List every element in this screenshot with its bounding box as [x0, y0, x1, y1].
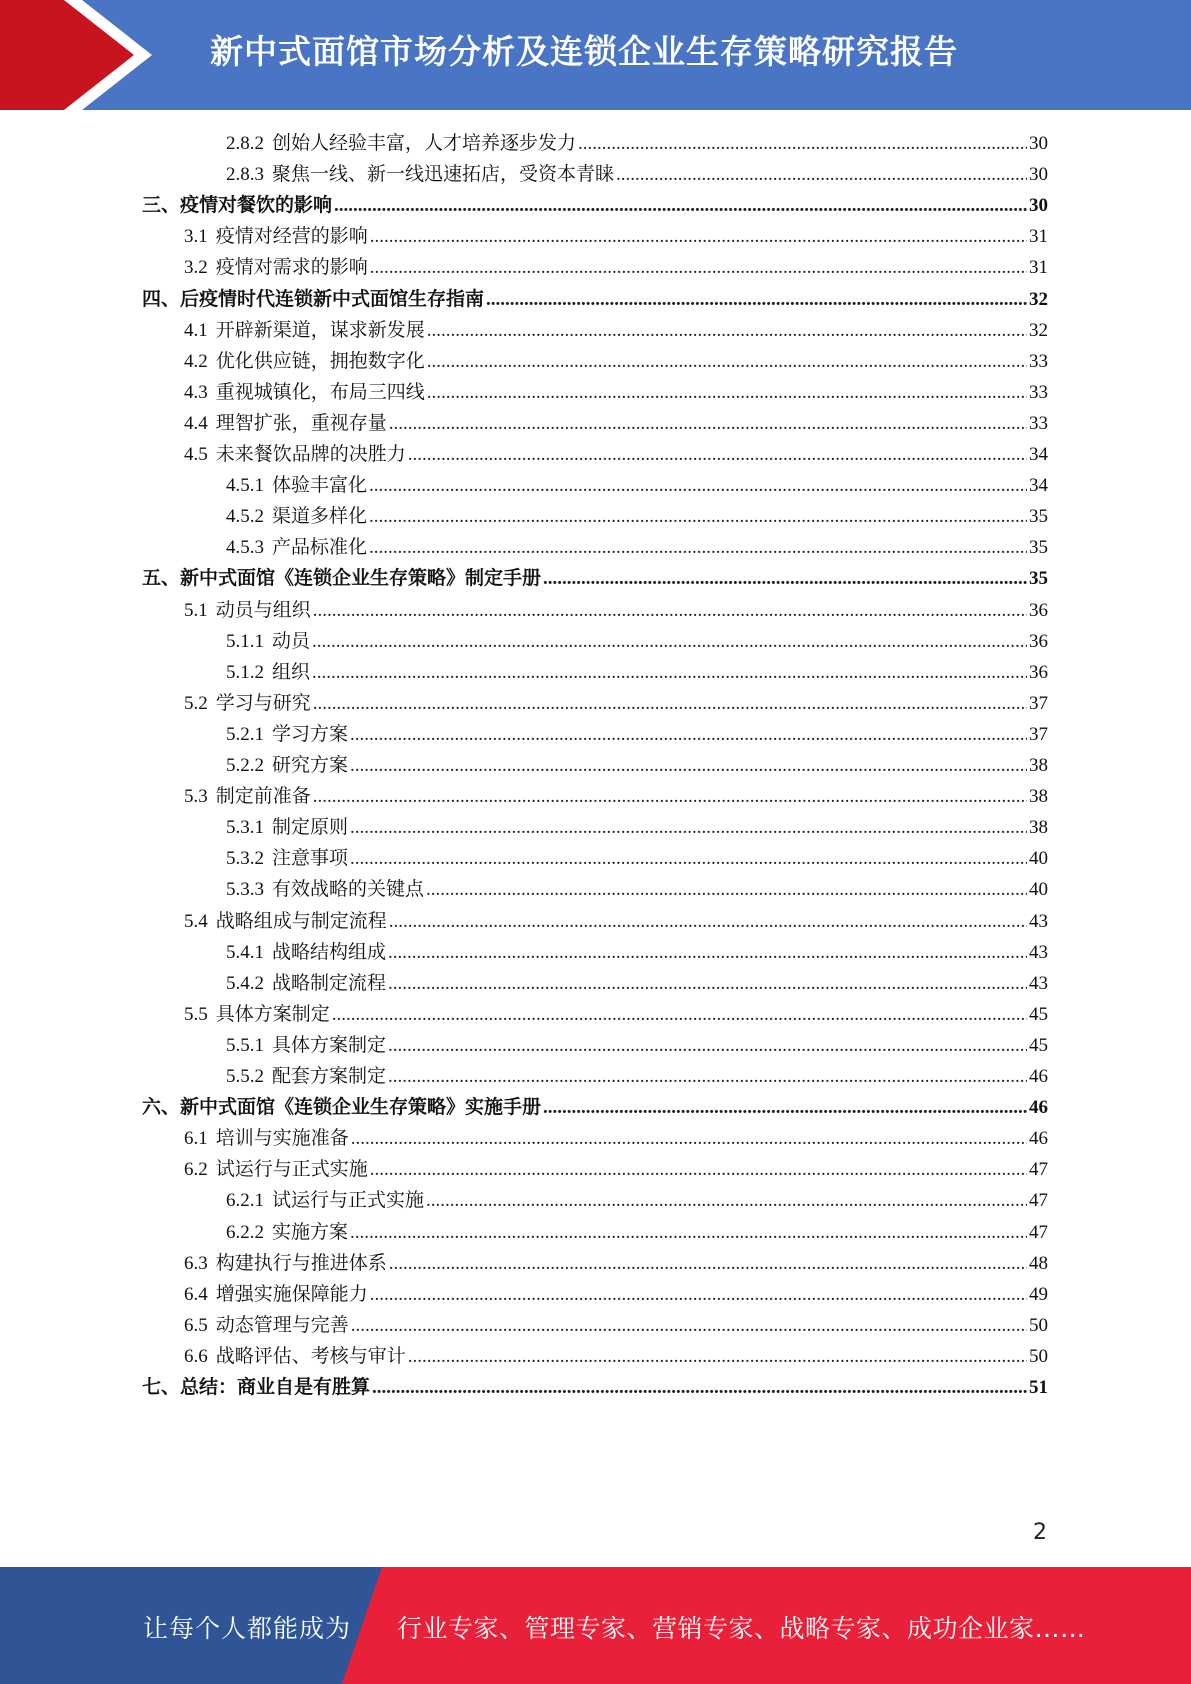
toc-entry-number: 4.4: [184, 412, 208, 434]
toc-entry-page: 47: [1029, 1190, 1048, 1212]
toc-entry-title: 培训与实施准备: [215, 1128, 349, 1150]
toc-entry-title: 理智扩张，重视存量: [215, 412, 387, 434]
toc-entry-title: 增强实施保障能力: [215, 1283, 368, 1305]
toc-dot-leader: [389, 413, 1027, 435]
toc-entry-title: 动态管理与完善: [215, 1314, 349, 1336]
page-header: [0, 0, 1191, 110]
toc-entry-page: 38: [1029, 755, 1048, 776]
toc-entry-title: 新中式面馆《连锁企业生存策略》实施手册: [180, 1097, 542, 1119]
toc-entry[interactable]: [184, 408, 1048, 439]
toc-entry[interactable]: [226, 657, 1048, 688]
toc-entry-number: 6.2: [184, 1159, 208, 1181]
toc-dot-leader: [350, 817, 1027, 839]
toc-entry-page: 30: [1029, 164, 1048, 186]
toc-dot-leader: [578, 133, 1027, 155]
toc-entry-title: 战略结构组成: [272, 941, 387, 963]
toc-entry-title: 学习方案: [272, 723, 349, 745]
toc-entry-page: 33: [1029, 350, 1048, 372]
toc-entry-page: 34: [1029, 444, 1048, 465]
toc-entry-page: 30: [1029, 195, 1048, 217]
toc-entry-title: 动员与组织: [215, 599, 311, 621]
toc-entry-number: 3.2: [184, 257, 208, 279]
toc-entry-page: 40: [1029, 879, 1048, 901]
toc-entry-number: 5.1.1: [226, 630, 264, 652]
toc-entry-number: 三、: [142, 195, 181, 217]
toc-entry-page: 38: [1029, 786, 1048, 808]
toc-entry-page: 50: [1029, 1314, 1048, 1336]
toc-entry-page: 35: [1029, 506, 1048, 528]
toc-dot-leader: [372, 1377, 1027, 1399]
toc-entry-number: 5.5.2: [226, 1066, 264, 1087]
toc-dot-leader: [350, 755, 1027, 777]
toc-entry-page: 45: [1029, 1003, 1048, 1025]
toc-entry-title: 研究方案: [272, 755, 349, 776]
toc-entry-number: 5.2.1: [226, 723, 264, 745]
toc-entry-page: 45: [1029, 1034, 1048, 1056]
toc-entry[interactable]: [184, 1154, 1048, 1185]
toc-entry-number: 3.1: [184, 226, 208, 248]
toc-dot-leader: [350, 724, 1027, 746]
toc-dot-leader: [369, 537, 1027, 559]
toc-entry[interactable]: [226, 937, 1048, 968]
toc-entry-number: 2.8.3: [226, 164, 264, 186]
toc-entry-page: 47: [1029, 1221, 1048, 1243]
toc-entry-number: 5.3.2: [226, 848, 264, 870]
toc-entry[interactable]: [226, 812, 1048, 843]
toc-entry-title: 疫情对需求的影响: [215, 257, 368, 279]
toc-dot-leader: [408, 1346, 1027, 1368]
toc-entry-number: 5.2.2: [226, 755, 264, 776]
toc-entry[interactable]: [226, 532, 1048, 563]
toc-entry[interactable]: [184, 346, 1048, 377]
toc-dot-leader: [427, 382, 1027, 404]
toc-entry-page: 36: [1029, 599, 1048, 621]
toc-entry-number: 6.5: [184, 1314, 208, 1336]
toc-entry-title: 重视城镇化，布局三四线: [215, 381, 425, 403]
toc-entry-page: 36: [1029, 630, 1048, 652]
toc-entry[interactable]: [226, 1061, 1048, 1092]
toc-dot-leader: [388, 973, 1027, 995]
toc-entry-number: 4.5.2: [226, 506, 264, 528]
toc-dot-leader: [426, 879, 1027, 901]
toc-entry-title: 制定原则: [272, 817, 349, 839]
toc-entry-page: 51: [1029, 1377, 1048, 1398]
toc-entry-number: 6.6: [184, 1345, 208, 1367]
toc-entry-title: 后疫情时代连锁新中式面馆生存指南: [180, 288, 485, 310]
toc-entry[interactable]: [184, 1248, 1048, 1279]
toc-entry-number: 5.4.1: [226, 941, 264, 963]
header-chevron-icon: [0, 0, 160, 110]
toc-dot-leader: [370, 257, 1027, 279]
toc-dot-leader: [351, 1128, 1027, 1150]
toc-chapter-entry[interactable]: [142, 190, 1048, 221]
toc-entry-page: 43: [1029, 910, 1048, 932]
toc-entry-number: 6.4: [184, 1283, 208, 1305]
toc-chapter-entry[interactable]: [142, 563, 1048, 594]
toc-entry-page: 33: [1029, 381, 1048, 403]
toc-entry[interactable]: [226, 843, 1048, 874]
toc-chapter-entry[interactable]: [142, 284, 1048, 315]
toc-entry-page: 30: [1029, 133, 1048, 154]
toc-entry-title: 未来餐饮品牌的决胜力: [215, 444, 406, 465]
toc-entry-number: 5.5: [184, 1003, 208, 1025]
toc-dot-leader: [312, 631, 1027, 653]
toc-entry-title: 新中式面馆《连锁企业生存策略》制定手册: [180, 568, 542, 590]
toc-entry-number: 5.4.2: [226, 972, 264, 994]
toc-entry-page: 36: [1029, 661, 1048, 683]
toc-dot-leader: [427, 351, 1027, 373]
toc-entry[interactable]: [184, 906, 1048, 937]
toc-entry-number: 4.5.3: [226, 537, 264, 559]
toc-entry-title: 战略制定流程: [272, 972, 387, 994]
toc-entry-number: 5.3: [184, 786, 208, 808]
toc-entry-number: 5.1.2: [226, 661, 264, 683]
toc-dot-leader: [369, 506, 1027, 528]
toc-dot-leader: [389, 911, 1027, 933]
toc-dot-leader: [313, 600, 1027, 622]
toc-entry-number: 6.2.1: [226, 1190, 264, 1212]
toc-dot-leader: [388, 1035, 1027, 1057]
toc-entry-number: 四、: [142, 288, 181, 310]
toc-entry-page: 35: [1029, 568, 1048, 590]
toc-entry-title: 注意事项: [272, 848, 349, 870]
toc-entry-page: 34: [1029, 475, 1048, 497]
toc-dot-leader: [486, 289, 1027, 311]
toc-dot-leader: [313, 786, 1027, 808]
toc-entry-title: 聚焦一线、新一线迅速拓店，受资本青睐: [272, 164, 615, 186]
toc-entry-title: 战略组成与制定流程: [215, 910, 387, 932]
toc-entry-number: 七、: [142, 1377, 181, 1398]
toc-dot-leader: [313, 693, 1027, 715]
toc-entry-number: 4.2: [184, 350, 208, 372]
toc-dot-leader: [370, 1159, 1027, 1181]
toc-entry-title: 总结：商业自是有胜算: [180, 1377, 371, 1398]
toc-entry-page: 46: [1029, 1128, 1048, 1150]
toc-entry-title: 疫情对餐饮的影响: [180, 195, 333, 217]
toc-dot-leader: [350, 848, 1027, 870]
toc-dot-leader: [350, 1222, 1027, 1244]
toc-entry-page: 50: [1029, 1345, 1048, 1367]
toc-entry-number: 5.3.3: [226, 879, 264, 901]
toc-entry[interactable]: [226, 128, 1048, 159]
toc-entry-title: 学习与研究: [215, 692, 311, 714]
toc-dot-leader: [388, 942, 1027, 964]
toc-dot-leader: [388, 1066, 1027, 1088]
toc-dot-leader: [312, 662, 1027, 684]
toc-dot-leader: [408, 444, 1027, 466]
toc-entry-page: 37: [1029, 723, 1048, 745]
toc-entry-page: 38: [1029, 817, 1048, 839]
report-title: 新中式面馆市场分析及连锁企业生存策略研究报告: [210, 32, 958, 71]
toc-entry-page: 31: [1029, 226, 1048, 248]
toc-dot-leader: [426, 1190, 1027, 1212]
toc-entry-title: 有效战略的关键点: [272, 879, 425, 901]
toc-entry-title: 创始人经验丰富，人才培养逐步发力: [272, 133, 577, 154]
toc-entry-number: 6.1: [184, 1128, 208, 1150]
toc-entry[interactable]: [184, 221, 1048, 252]
toc-entry-title: 试运行与正式实施: [272, 1190, 425, 1212]
toc-entry-number: 5.1: [184, 599, 208, 621]
toc-entry[interactable]: [184, 252, 1048, 283]
toc-entry-number: 5.3.1: [226, 817, 264, 839]
toc-dot-leader: [351, 1315, 1027, 1337]
toc-dot-leader: [334, 195, 1027, 217]
toc-dot-leader: [543, 1097, 1027, 1119]
toc-entry-number: 五、: [142, 568, 181, 590]
toc-entry-page: 46: [1029, 1066, 1048, 1087]
toc-entry-page: 43: [1029, 941, 1048, 963]
toc-entry[interactable]: [184, 1341, 1048, 1372]
toc-entry-page: 47: [1029, 1159, 1048, 1181]
toc-entry-number: 6.2.2: [226, 1221, 264, 1243]
toc-entry-page: 35: [1029, 537, 1048, 559]
toc-entry-number: 5.2: [184, 692, 208, 714]
toc-entry-title: 具体方案制定: [215, 1003, 330, 1025]
toc-entry-title: 试运行与正式实施: [215, 1159, 368, 1181]
toc-entry[interactable]: [226, 1185, 1048, 1216]
toc-entry[interactable]: [184, 377, 1048, 408]
toc-entry-number: 4.5.1: [226, 475, 264, 497]
toc-entry-title: 渠道多样化: [272, 506, 368, 528]
toc-entry-title: 配套方案制定: [272, 1066, 387, 1087]
page-number: 2: [1033, 1520, 1047, 1545]
toc-dot-leader: [427, 320, 1027, 342]
toc-entry[interactable]: [226, 968, 1048, 999]
toc-dot-leader: [389, 1253, 1027, 1275]
toc-dot-leader: [369, 475, 1027, 497]
toc-entry-page: 49: [1029, 1283, 1048, 1305]
toc-entry-title: 产品标准化: [272, 537, 368, 559]
toc-entry-number: 4.1: [184, 319, 208, 341]
toc-chapter-entry[interactable]: [142, 1092, 1048, 1123]
toc-entry-title: 制定前准备: [215, 786, 311, 808]
toc-chapter-entry[interactable]: [142, 1372, 1048, 1403]
toc-dot-leader: [332, 1004, 1027, 1026]
toc-entry[interactable]: [184, 1123, 1048, 1154]
toc-entry-page: 48: [1029, 1252, 1048, 1274]
toc-entry[interactable]: [226, 750, 1048, 781]
toc-entry-title: 体验丰富化: [272, 475, 368, 497]
toc-entry-page: 32: [1029, 288, 1048, 310]
toc-entry-title: 构建执行与推进体系: [215, 1252, 387, 1274]
page-footer: [0, 1567, 1191, 1684]
toc-entry-number: 5.4: [184, 910, 208, 932]
toc-entry-page: 32: [1029, 319, 1048, 341]
toc-entry-page: 40: [1029, 848, 1048, 870]
toc-entry-title: 具体方案制定: [272, 1034, 387, 1056]
toc-entry[interactable]: [226, 470, 1048, 501]
toc-entry-page: 43: [1029, 972, 1048, 994]
toc-entry-number: 4.5: [184, 444, 208, 465]
toc-entry[interactable]: [226, 1217, 1048, 1248]
toc-entry-number: 6.3: [184, 1252, 208, 1274]
toc-entry[interactable]: [226, 501, 1048, 532]
toc-entry[interactable]: [226, 719, 1048, 750]
toc-entry-number: 5.5.1: [226, 1034, 264, 1056]
toc-entry[interactable]: [184, 688, 1048, 719]
toc-entry-page: 37: [1029, 692, 1048, 714]
footer-slogan-right: 行业专家、管理专家、营销专家、战略专家、成功企业家……: [397, 1614, 1086, 1643]
toc-entry[interactable]: [226, 159, 1048, 190]
toc-entry[interactable]: [184, 595, 1048, 626]
toc-entry[interactable]: [226, 1030, 1048, 1061]
toc-entry[interactable]: [184, 781, 1048, 812]
toc-entry[interactable]: [184, 1310, 1048, 1341]
toc-entry-title: 动员: [272, 630, 311, 652]
toc-entry[interactable]: [226, 874, 1048, 905]
footer-slogan-left: 让每个人都能成为: [143, 1614, 352, 1643]
toc-entry[interactable]: [226, 626, 1048, 657]
toc-entry[interactable]: [184, 439, 1048, 470]
toc-entry-title: 疫情对经营的影响: [215, 226, 368, 248]
toc-entry[interactable]: [184, 315, 1048, 346]
toc-entry-page: 31: [1029, 257, 1048, 279]
toc-entry[interactable]: [184, 1279, 1048, 1310]
toc-entry-number: 六、: [142, 1097, 181, 1119]
toc-dot-leader: [616, 164, 1027, 186]
toc-entry-number: 2.8.2: [226, 133, 264, 154]
toc-entry-title: 战略评估、考核与审计: [215, 1345, 406, 1367]
toc-dot-leader: [370, 1284, 1027, 1306]
toc-dot-leader: [543, 568, 1027, 590]
toc-entry-page: 33: [1029, 412, 1048, 434]
toc-entry-title: 组织: [272, 661, 311, 683]
toc-dot-leader: [370, 226, 1027, 248]
toc-entry-number: 4.3: [184, 381, 208, 403]
toc-entry-title: 开辟新渠道，谋求新发展: [215, 319, 425, 341]
toc-entry[interactable]: [184, 999, 1048, 1030]
toc-entry-page: 46: [1029, 1097, 1048, 1119]
toc-entry-title: 实施方案: [272, 1221, 349, 1243]
toc-entry-title: 优化供应链，拥抱数字化: [215, 350, 425, 372]
